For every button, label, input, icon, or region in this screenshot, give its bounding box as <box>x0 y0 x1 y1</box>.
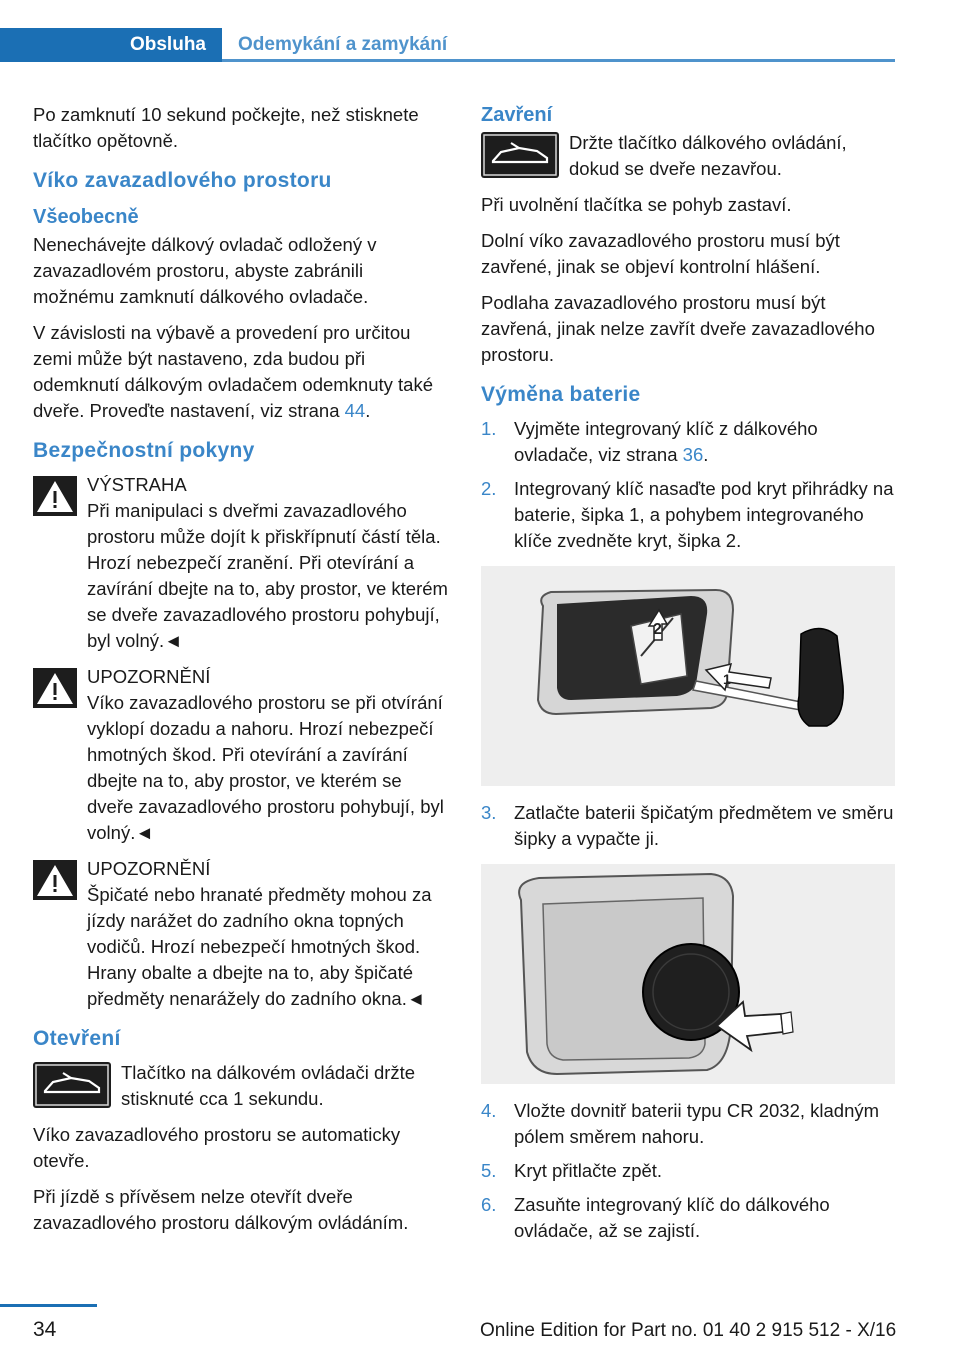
close-paragraph-3: Dolní víko zavazadlového prostoru musí být zavřené, jinak se objeví kontrolní hlášení. <box>481 230 840 277</box>
close-paragraph-2: Při uvolnění tlačítka se pohyb zastaví. <box>481 194 792 215</box>
footer-edition: Online Edition for Part no. 01 40 2 915 512 - X/16 <box>480 1320 897 1341</box>
notice-title: UPOZORNĚNÍ <box>87 666 211 687</box>
close-heading: Zavření <box>481 104 553 126</box>
header-tabs <box>0 28 895 62</box>
close-key-text: Držte tlačítko dálkového ovládání, dokud se dveře nezavřou. <box>569 132 847 179</box>
step-item <box>481 800 896 852</box>
trunk-key-button-icon <box>481 132 559 178</box>
battery-steps-cont <box>481 800 896 852</box>
warning-triangle-icon <box>33 668 77 708</box>
close-instruction <box>481 130 896 182</box>
close-paragraph-4: Podlaha zavazadlového prostoru musí být zavřená, jinak nelze zavřít dveře zavazadlového prostoru. <box>481 292 875 365</box>
step-text: Vyjměte integrovaný klíč z dálkového ovladače, viz strana <box>514 418 818 465</box>
step-item <box>481 1158 896 1184</box>
step-number: 5. <box>481 1160 497 1181</box>
arrow-2-label: 2 <box>653 621 662 638</box>
step-text: Integrovaný klíč nasaďte pod kryt přihrádky na baterie, šipka 1, a pohybem integrovaného klíče zvedněte kryt, šipka 2. <box>514 478 894 551</box>
step-number: 3. <box>481 802 497 823</box>
safety-heading: Bezpečnostní pokyny <box>33 439 255 462</box>
arrow-1-label: 1 <box>723 671 731 687</box>
step-text: Zasuňte integrovaný klíč do dálkového ovládače, až se zajistí. <box>514 1194 830 1241</box>
step-text: Zatlačte baterii špičatým předmětem ve směru šipky a vypačte ji. <box>514 802 894 849</box>
page-number: 34 <box>33 1318 57 1341</box>
open-paragraph-2: Víko zavazadlového prostoru se automaticky otevře. <box>33 1124 401 1171</box>
general-text: V závislosti na výbavě a provedení pro určitou zemi může být nastaveno, zda budou při odemknutí dálkovým ovladačem odemknuty také dveře. Proveďte nastavení, viz strana <box>33 322 434 421</box>
general-paragraph-1: Nenechávejte dálkový ovladač odložený v zavazadlovém prostoru, abyste zabránili možnému zamknutí dálkového ovladače. <box>33 234 377 307</box>
warning-text <box>87 498 448 654</box>
left-column <box>33 102 448 1246</box>
notice-title: UPOZORNĚNÍ <box>87 858 211 879</box>
step-text-end: . <box>703 444 709 465</box>
figure-battery <box>481 864 895 1084</box>
page-link-36[interactable]: 36 <box>682 444 704 465</box>
trunk-key-button-icon <box>33 1062 111 1108</box>
notice-block-1 <box>33 664 448 846</box>
battery-illustration <box>481 864 895 1084</box>
step-text: Vložte dovnitř baterii typu CR 2032, kladným pólem směrem nahoru. <box>514 1100 880 1147</box>
general-heading: Všeobecně <box>33 206 139 228</box>
intro-paragraph: Po zamknutí 10 sekund počkejte, než stisknete tlačítko opětovně. <box>33 104 419 151</box>
battery-steps <box>481 416 896 554</box>
step-item <box>481 1098 896 1150</box>
notice-text: Víko zavazadlového prostoru se při otvírání vyklopí dozadu a nahoru. Hrozí nebezpečí hmotných škod. Při otevírání a zavírání dbejte na to, aby prostor, ve kterém se dveře zavazadlového prostoru pohybují, byl volný.◄ <box>87 692 444 843</box>
battery-steps-end <box>481 1098 896 1244</box>
tab-odemykani[interactable]: Odemykání a zamykání <box>238 34 448 55</box>
footer-rule <box>0 1304 97 1307</box>
step-item <box>481 416 896 468</box>
figure-key-cover <box>481 566 895 786</box>
step-number: 2. <box>481 478 497 499</box>
warning-block <box>33 472 448 654</box>
warning-text-content: Při manipulaci s dveřmi zavazadlového prostoru může dojít k přiskřípnutí částí těla. Hrozí nebezpečí zranění. Při otevírání a zavírání dbejte na to, aby prostor, ve kterém se dveře zavazadlového prostoru pohybují, byl volný.◄ <box>87 500 448 651</box>
open-key-text: Tlačítko na dálkovém ovládači držte stisknuté cca 1 sekundu. <box>121 1062 416 1109</box>
general-text-end: . <box>365 400 371 421</box>
tab-obsluha[interactable]: Obsluha <box>0 28 222 62</box>
step-item <box>481 1192 896 1244</box>
step-number: 4. <box>481 1100 497 1121</box>
step-text: Kryt přitlačte zpět. <box>514 1160 663 1181</box>
open-instruction <box>33 1060 448 1112</box>
right-column <box>481 102 896 1252</box>
notice-block-2 <box>33 856 448 1012</box>
open-paragraph-3: Při jízdě s přívěsem nelze otevřít dveře zavazadlového prostoru dálkovým ovládáním. <box>33 1186 409 1233</box>
general-paragraph-2 <box>33 320 448 424</box>
tab-underline <box>222 59 895 62</box>
key-cover-illustration <box>481 566 895 786</box>
trunk-heading: Víko zavazadlového prostoru <box>33 169 332 192</box>
battery-heading: Výměna baterie <box>481 383 641 406</box>
step-number: 1. <box>481 418 497 439</box>
page-link-44[interactable]: 44 <box>344 400 366 421</box>
step-item <box>481 476 896 554</box>
open-heading: Otevření <box>33 1027 121 1050</box>
warning-title: VÝSTRAHA <box>87 474 187 495</box>
warning-triangle-icon <box>33 476 77 516</box>
warning-triangle-icon <box>33 860 77 900</box>
notice-text: Špičaté nebo hranaté předměty mohou za jízdy narážet do zadního okna topných vodičů. Hrozí nebezpečí hmotných škod. Hrany obalte a dbejte na to, aby špičaté předměty nenarážely do zadního okna.◄ <box>87 884 432 1009</box>
step-number: 6. <box>481 1194 497 1215</box>
